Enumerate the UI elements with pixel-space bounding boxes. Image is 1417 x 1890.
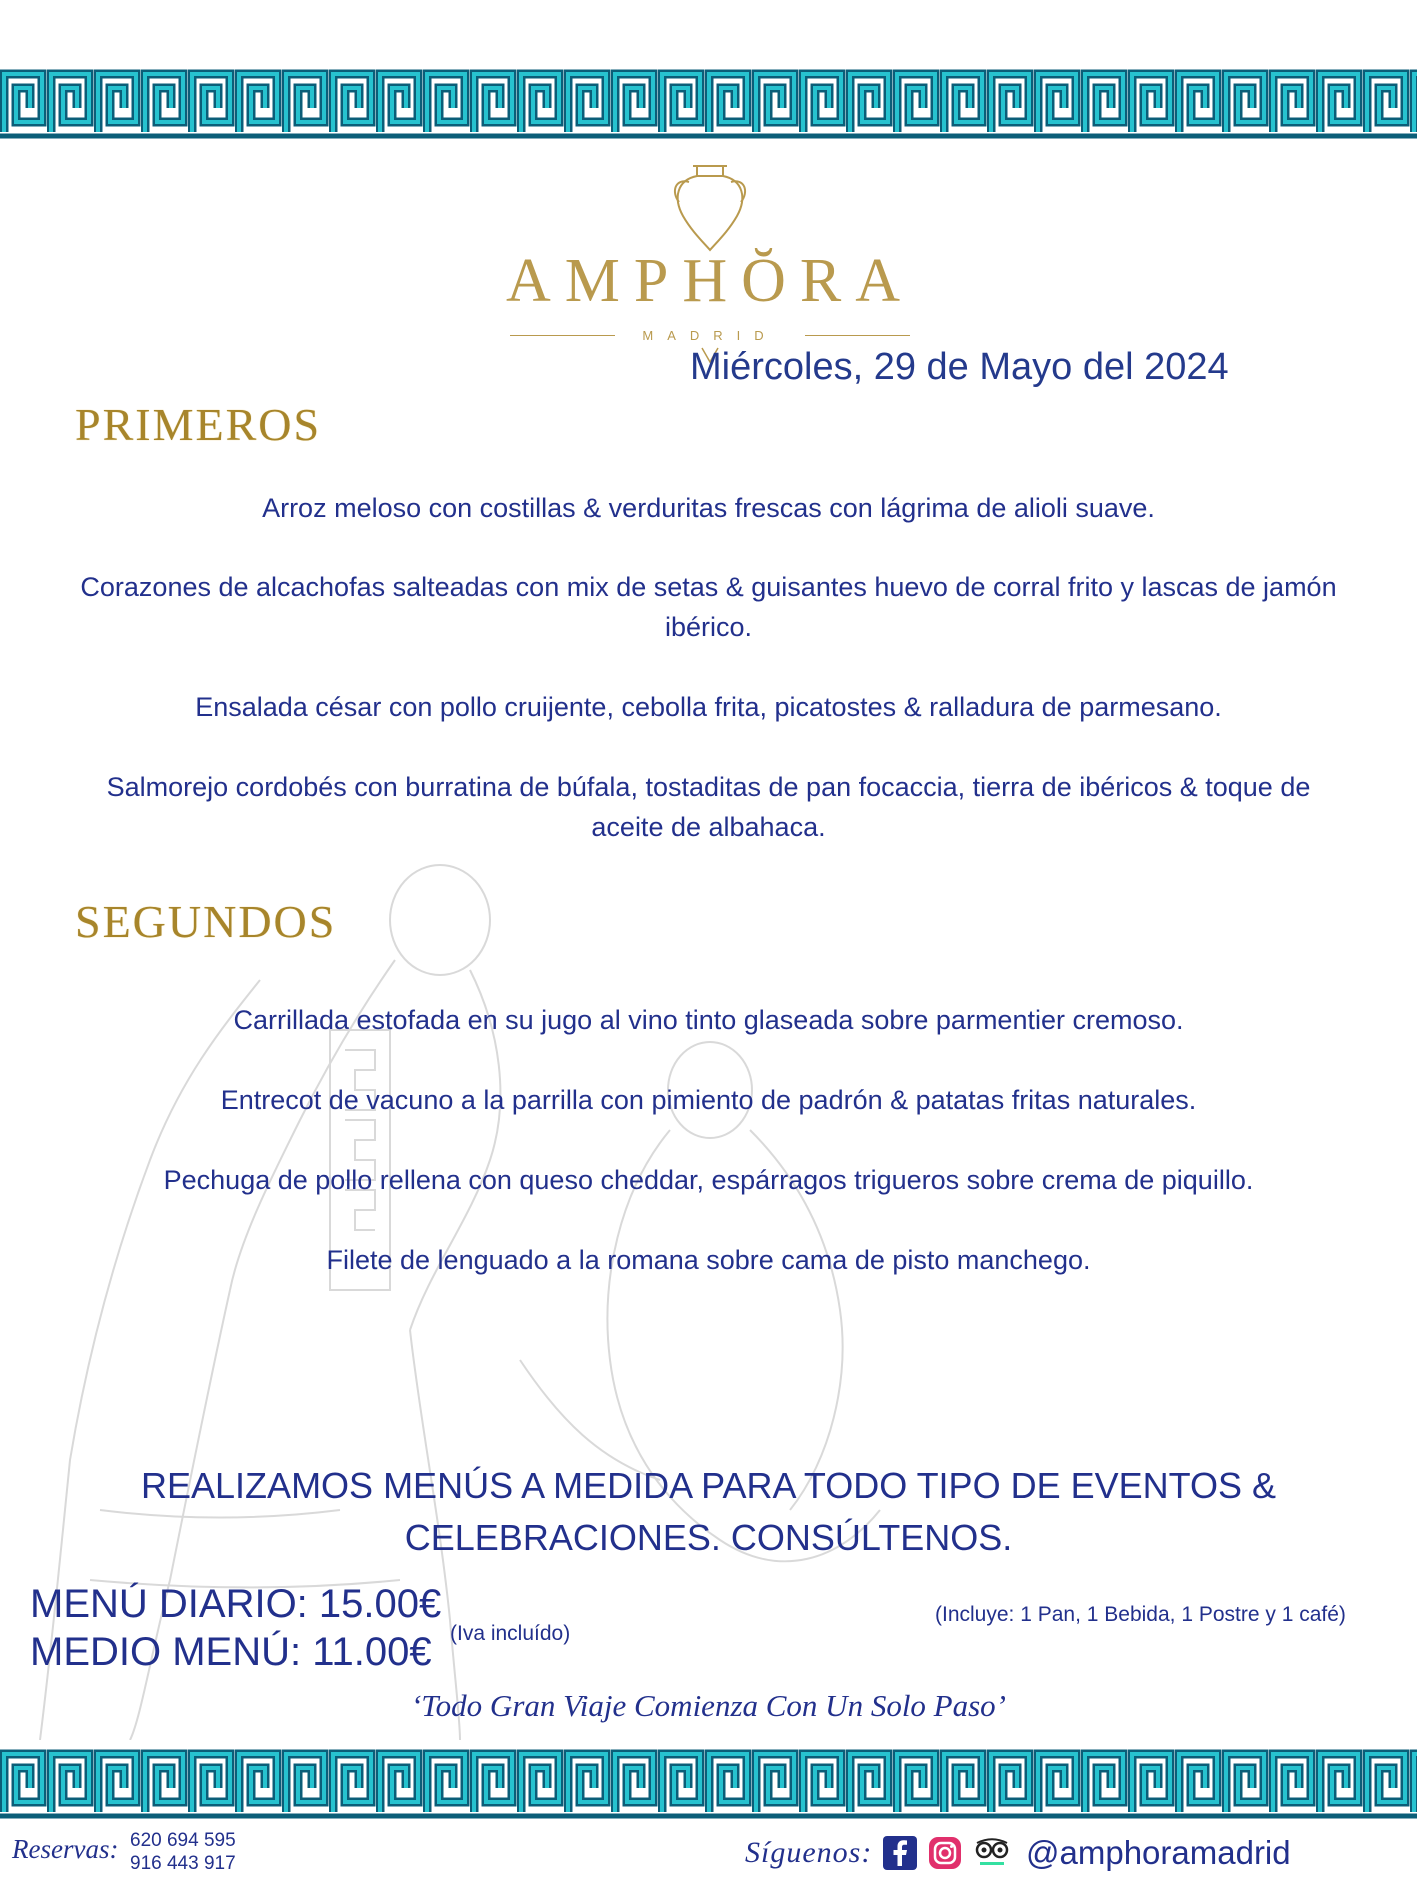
phone-number-1[interactable]: 620 694 595 <box>130 1830 236 1851</box>
instagram-icon[interactable] <box>928 1836 962 1870</box>
price-menu-diario: MENÚ DIARIO: 15.00€ <box>30 1582 442 1626</box>
greek-key-border-bottom <box>0 1744 1417 1822</box>
amphora-icon <box>665 158 755 254</box>
includes-note: (Incluye: 1 Pan, 1 Bebida, 1 Postre y 1 café) <box>935 1603 1346 1626</box>
reservas-label: Reservas: <box>12 1834 119 1864</box>
events-notice: REALIZAMOS MENÚS A MEDIDA PARA TODO TIPO DE EVENTOS & CELEBRACIONES. CONSÚLTENOS. <box>141 1465 1276 1558</box>
tripadvisor-icon[interactable] <box>972 1836 1012 1870</box>
follow-us-label: Síguenos: <box>745 1836 873 1869</box>
dish-segundos-3: Pechuga de pollo rellena con queso cheddar, espárragos trigueros sobre crema de piquillo. <box>163 1165 1254 1195</box>
logo-divider-right <box>805 335 910 336</box>
social-handle[interactable]: @amphoramadrid <box>1026 1834 1291 1871</box>
menu-date: Miércoles, 29 de Mayo del 2024 <box>690 346 1229 388</box>
iva-note: (Iva incluído) <box>450 1622 571 1645</box>
greek-key-border-top <box>0 64 1417 142</box>
greek-key-pattern <box>0 64 1417 142</box>
dish-primeros-2: Corazones de alcachofas salteadas con mix de setas & guisantes huevo de corral frito y lascas de jamón ibérico. <box>80 572 1337 642</box>
price-medio-menu: MEDIO MENÚ: 11.00€ <box>30 1630 432 1674</box>
section-title-primeros: PRIMEROS <box>75 399 322 450</box>
brand-subtitle: MADRID <box>642 328 778 343</box>
dish-primeros-3: Ensalada césar con pollo cruijente, cebolla frita, picatostes & ralladura de parmesano. <box>195 692 1222 722</box>
motto-quote: ‘Todo Gran Viaje Comienza Con Un Solo Paso’ <box>410 1688 1007 1723</box>
dish-segundos-4: Filete de lenguado a la romana sobre cama de pisto manchego. <box>326 1245 1091 1275</box>
dish-primeros-1: Arroz meloso con costillas & verduritas frescas con lágrima de alioli suave. <box>262 493 1155 523</box>
dish-segundos-1: Carrillada estofada en su jugo al vino tinto glaseada sobre parmentier cremoso. <box>233 1005 1184 1035</box>
dish-primeros-4: Salmorejo cordobés con burratina de búfala, tostaditas de pan focaccia, tierra de ibéricos & toque de aceite de albahaca. <box>106 772 1311 842</box>
amphora-logo <box>500 158 920 343</box>
dish-segundos-2: Entrecot de vacuno a la parrilla con pimiento de padrón & patatas fritas naturales. <box>220 1085 1197 1115</box>
phone-number-2[interactable]: 916 443 917 <box>130 1853 236 1874</box>
facebook-icon[interactable] <box>883 1836 917 1870</box>
brand-name: AMPHŎRA <box>505 247 915 315</box>
section-title-segundos: SEGUNDOS <box>75 896 337 947</box>
greek-key-pattern <box>0 1744 1417 1822</box>
